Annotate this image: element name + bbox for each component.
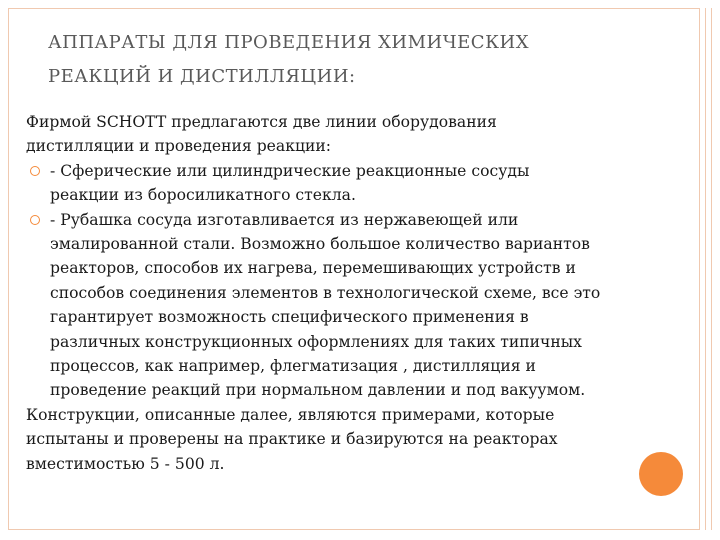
bullet-line: реакторов, способов их нагрева, перемешивающих устройств и xyxy=(50,259,576,278)
decorative-orange-circle xyxy=(639,452,683,496)
bullet-line: различных конструкционных оформлениях для таких типичных xyxy=(50,332,582,351)
bullet-circle-icon xyxy=(30,166,40,176)
bullet-line: эмалированной стали. Возможно большое количество вариантов xyxy=(50,235,590,254)
bullet-line: - Сферические или цилиндрические реакционные сосуды xyxy=(50,161,530,180)
title-line: АППАРАТЫ ДЛЯ ПРОВЕДЕНИЯ ХИМИЧЕСКИХ xyxy=(48,32,530,53)
bullet-line: проведение реакций при нормальном давлении и под вакуумом. xyxy=(50,381,586,400)
decorative-rail xyxy=(711,8,712,530)
bullet-circle-icon xyxy=(30,215,40,225)
bullet-line: реакции из боросиликатного стекла. xyxy=(50,186,356,205)
intro-paragraph xyxy=(26,110,666,159)
title-line: РЕАКЦИЙ И ДИСТИЛЛЯЦИИ: xyxy=(48,66,356,87)
intro-line: дистилляции и проведения реакции: xyxy=(26,137,332,156)
bullet-line: - Рубашка сосуда изготавливается из нержавеющей или xyxy=(50,210,519,229)
slide-body xyxy=(26,110,666,476)
bullet-line: способов соединения элементов в технологической схеме, все это xyxy=(50,283,601,302)
bullet-item xyxy=(26,208,666,403)
bullet-line: гарантирует возможность специфического применения в xyxy=(50,308,529,327)
bullet-line: процессов, как например, флегматизация , дистилляция и xyxy=(50,357,536,376)
outro-paragraph xyxy=(26,403,666,476)
outro-line: Конструкции, описанные далее, являются примерами, которые xyxy=(26,405,555,424)
outro-line: вместимостью 5 - 500 л. xyxy=(26,454,225,473)
slide-title xyxy=(48,26,648,94)
outro-line: испытаны и проверены на практике и базируются на реакторах xyxy=(26,430,558,449)
bullet-item xyxy=(26,159,666,208)
intro-line: Фирмой SCHOTT предлагаются две линии оборудования xyxy=(26,113,497,131)
decorative-rail xyxy=(705,8,706,530)
